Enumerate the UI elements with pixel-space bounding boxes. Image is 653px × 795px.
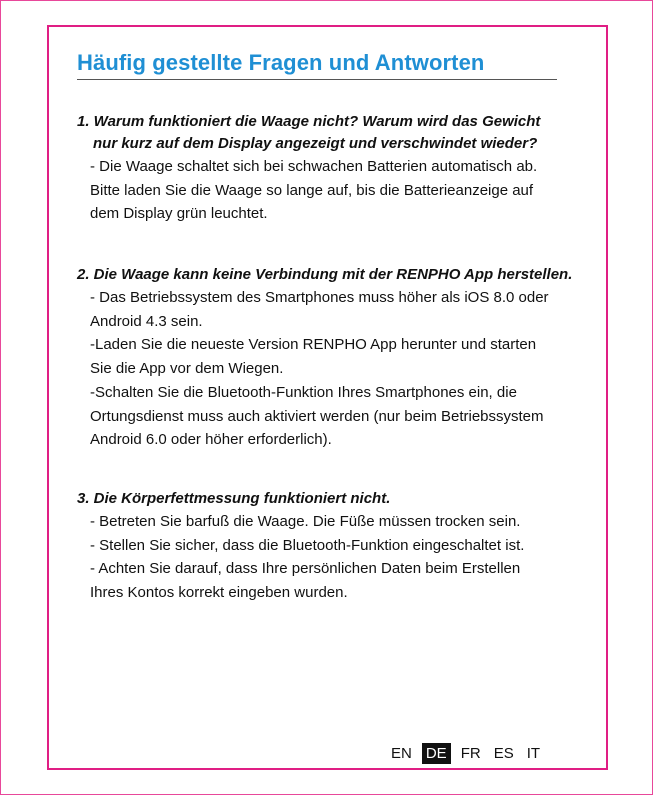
answer-line: - Die Waage schaltet sich bei schwachen Batterien automatisch ab. <box>90 158 538 175</box>
faq-question-1 <box>77 111 540 155</box>
page-title: Häufig gestellte Fragen und Antworten <box>77 50 485 75</box>
language-selector <box>388 741 550 765</box>
language-en[interactable]: EN <box>391 744 412 762</box>
language-es[interactable]: ES <box>493 744 514 762</box>
answer-line: Ihres Kontos korrekt eingeben wurden. <box>90 584 348 602</box>
answer-line: Ortungsdienst muss auch aktiviert werden (nur beim Betriebssystem <box>90 407 544 425</box>
answer-line: - Betreten Sie barfuß die Waage. Die Füße müssen trocken sein. <box>90 513 521 530</box>
faq-answer-2 <box>77 286 572 452</box>
answer-line: - Achten Sie darauf, dass Ihre persönlichen Daten beim Erstellen <box>90 560 521 578</box>
language-it[interactable]: IT <box>526 744 541 762</box>
answer-line: - Stellen Sie sicher, dass die Bluetooth-Funktion eingeschaltet ist. <box>90 536 525 554</box>
language-fr[interactable]: FR <box>460 744 481 762</box>
title-divider <box>77 79 557 80</box>
faq-question-2 <box>77 264 572 286</box>
answer-line: -Schalten Sie die Bluetooth-Funktion Ihres Smartphones ein, die <box>90 383 517 401</box>
language-de[interactable]: DE <box>422 743 451 764</box>
answer-line: Bitte laden Sie die Waage so lange auf, bis die Batterieanzeige auf <box>90 181 534 199</box>
answer-line: - Das Betriebssystem des Smartphones muss höher als iOS 8.0 oder <box>90 289 549 306</box>
faq-answer-3 <box>77 510 524 605</box>
faq-answer-1 <box>77 155 540 226</box>
answer-line: Sie die App vor dem Wiegen. <box>90 360 284 378</box>
faq-item-1 <box>77 111 540 226</box>
faq-question-3-line-1: 3. Die Körperfettmessung funktioniert nicht. <box>77 490 391 507</box>
answer-line: Android 4.3 sein. <box>90 312 203 330</box>
faq-item-3 <box>77 488 524 605</box>
answer-line: dem Display grün leuchtet. <box>90 205 268 223</box>
faq-question-3 <box>77 488 524 510</box>
faq-question-1-line-1: 1. Warum funktioniert die Waage nicht? Warum wird das Gewicht <box>77 113 541 130</box>
faq-item-2 <box>77 264 572 452</box>
answer-line: Android 6.0 oder höher erforderlich). <box>90 431 332 449</box>
faq-question-2-line-1: 2. Die Waage kann keine Verbindung mit der RENPHO App herstellen. <box>77 266 573 283</box>
answer-line: -Laden Sie die neueste Version RENPHO App herunter und starten <box>90 336 537 354</box>
faq-question-1-line-2: nur kurz auf dem Display angezeigt und verschwindet wieder? <box>93 135 538 152</box>
